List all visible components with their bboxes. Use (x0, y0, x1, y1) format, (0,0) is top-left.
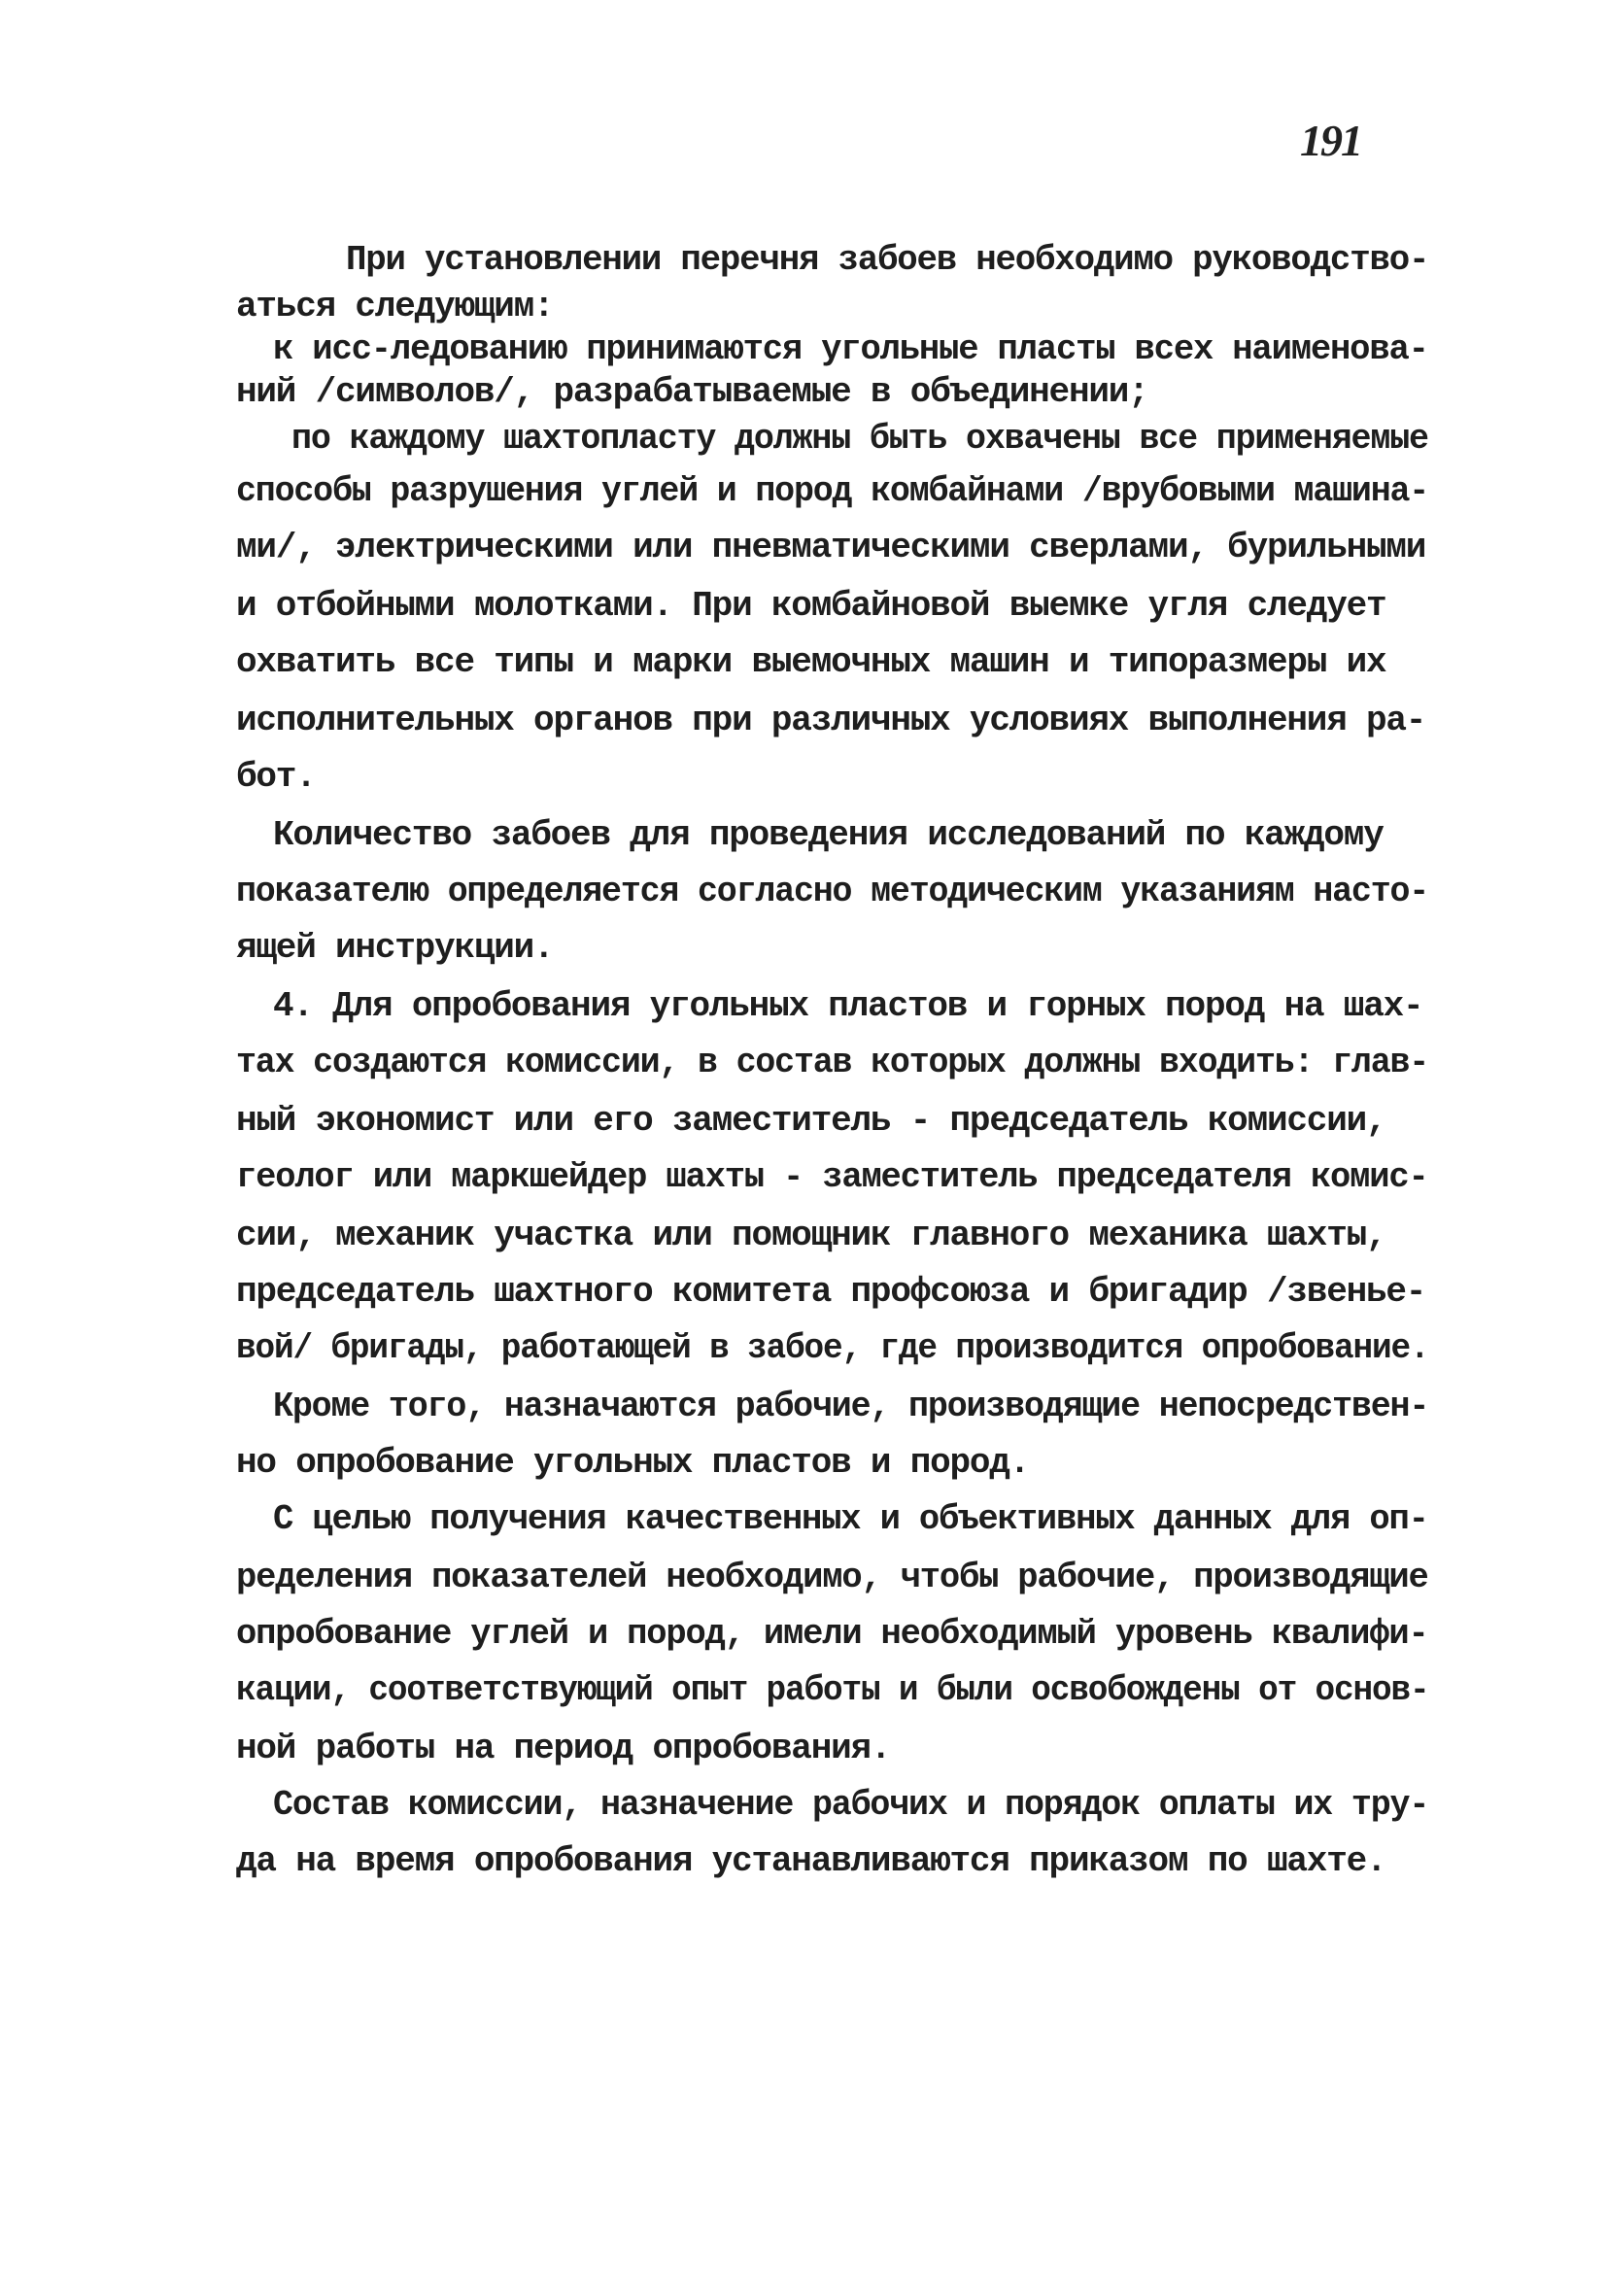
text-line: Количество забоев для проведения исследований по каждому (273, 815, 1384, 855)
text-line: ми/, электрическими или пневматическими сверлами, бурильными (236, 528, 1426, 567)
text-line: охватить все типы и марки выемочных машин и типоразмеры их (236, 642, 1386, 682)
text-line: тах создаются комиссии, в состав которых должны входить: глав- (236, 1043, 1429, 1082)
text-line: аться следующим: (236, 287, 554, 326)
text-line: Состав комиссии, назначение рабочих и порядок оплаты их тру- (273, 1785, 1429, 1825)
text-line: председатель шахтного комитета профсоюза и бригадир /звенье- (236, 1272, 1426, 1312)
text-line: по каждому шахтопласту должны быть охвачены все применяемые (291, 419, 1428, 459)
text-line: да на время опробования устанавливаются приказом по шахте. (236, 1841, 1386, 1881)
text-line: бот. (236, 757, 316, 797)
text-line: сии, механик участка или помощник главного механика шахты, (236, 1216, 1386, 1255)
text-line: Кроме того, назначаются рабочие, производящие непосредствен- (273, 1387, 1429, 1426)
text-line: ределения показателей необходимо, чтобы рабочие, производящие (236, 1558, 1428, 1597)
text-line: но опробование угольных пластов и пород. (236, 1443, 1030, 1483)
text-line: ный экономист или его заместитель - председатель комиссии, (236, 1101, 1386, 1141)
text-line: и отбойными молотками. При комбайновой выемке угля следует (236, 586, 1386, 626)
text-line: кации, соответствующий опыт работы и были освобождены от основ- (236, 1670, 1429, 1710)
text-line: При установлении перечня забоев необходимо руководство- (346, 240, 1429, 280)
text-line: показателю определяется согласно методическим указаниям насто- (236, 872, 1429, 911)
text-line: ящей инструкции. (236, 928, 554, 968)
text-line: опробование углей и пород, имели необходимый уровень квалифи- (236, 1614, 1428, 1654)
text-line: исполнительных органов при различных условиях выполнения ра- (236, 701, 1426, 740)
text-line: вой/ бригады, работающей в забое, где производится опробование. (236, 1328, 1429, 1368)
text-line: ной работы на период опробования. (236, 1729, 891, 1768)
page-number: 191 (1300, 116, 1361, 165)
text-line: способы разрушения углей и пород комбайнами /врубовыми машина- (236, 471, 1429, 511)
text-line: 4. Для опробования угольных пластов и горных пород на шах- (273, 986, 1423, 1026)
text-line: геолог или маркшейдер шахты - заместитель председателя комис- (236, 1157, 1428, 1197)
text-line: С целью получения качественных и объективных данных для оп- (273, 1499, 1428, 1539)
text-line: к исс-ледованию принимаются угольные пласты всех наименова- (273, 329, 1428, 369)
text-line: ний /символов/, разрабатываемые в объединении; (236, 372, 1148, 412)
